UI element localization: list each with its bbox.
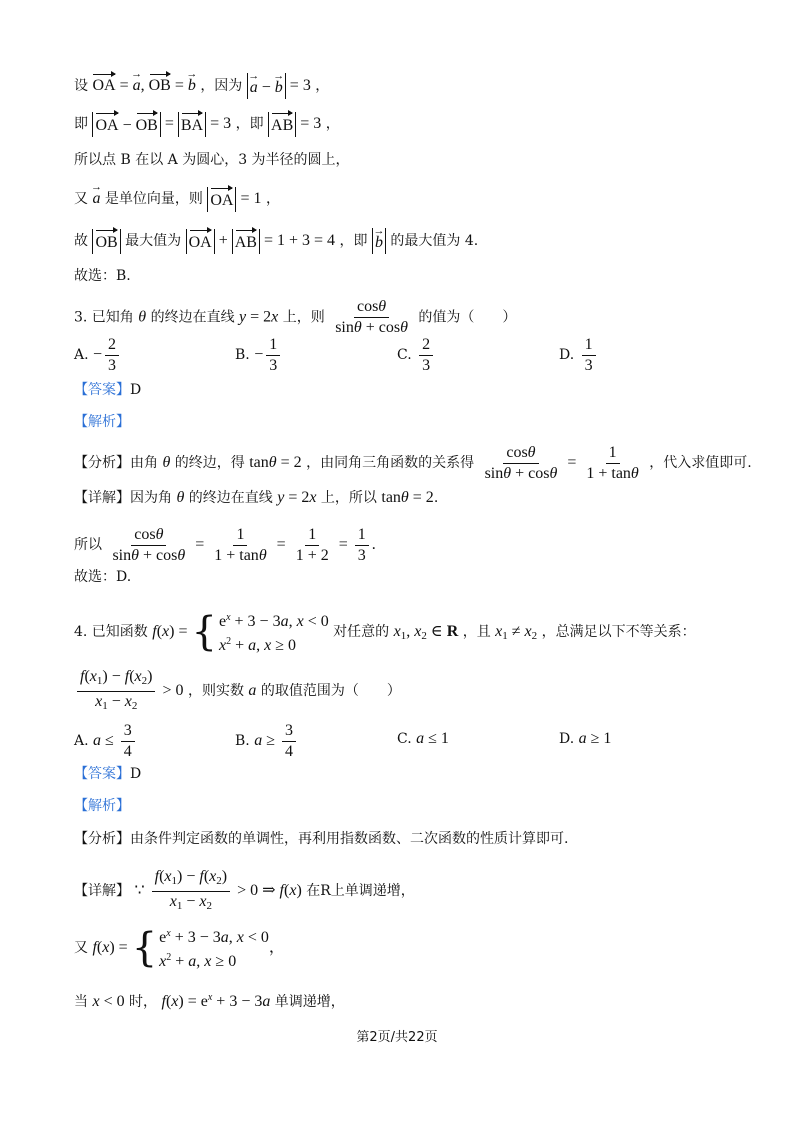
q4-answer: 【答案】D xyxy=(74,766,142,782)
q3-detail: 【详解】因为角 θ 的终边在直线 y = 2x 上，所以 tanθ = 2. xyxy=(74,489,439,506)
q3-option-c[interactable]: C. $\frac{2}{3}$ xyxy=(397,336,436,375)
q4-again: 又 f(x) = { $e^x + 3 - 3a$, x < 0 $x^2 + a$, x ≥ 0 ， xyxy=(74,925,285,971)
q4-detail: 【详解】 ∵ $\frac{f(x_1) - f(x_2)}{x_1 - x_2}$ > 0 ⇒ f(x) 在R上单调递增， xyxy=(74,868,415,912)
line-2: 即 OA − OB = BA = 3 ，即 AB = 3 ， xyxy=(74,112,340,137)
q4-option-c[interactable]: C. a ≤ 1 xyxy=(397,730,449,747)
q4-fenxi: 【分析】由条件判定函数的单调性，再利用指数函数、二次函数的性质计算即可. xyxy=(74,831,569,847)
q3-detail-calc: 所以 $\frac{\cos\theta}{\sin\theta + \cos\theta}$ = $\frac{1}{1 + \tan\theta}$ = $\frac{1}{1 + 2}$ = $\frac{1}{3}$ . xyxy=(74,526,376,564)
line-1: 设 OA = → a, OB = → b ，因为 → a − → b = 3 ， xyxy=(74,72,329,99)
q3-analysis-tag: 【解析】 xyxy=(74,414,130,430)
q4-option-d[interactable]: D. a ≥ 1 xyxy=(559,730,612,747)
line-6: 故选：B. xyxy=(74,268,131,284)
q4-inequality: $\frac{f(x_1) - f(x_2)}{x_1 - x_2}$ > 0 ，则实数 a 的取值范围为（ ） xyxy=(74,668,401,715)
page-footer: 第2页/共22页 xyxy=(356,1030,438,1045)
q3-option-a[interactable]: A. − $\frac{2}{3}$ xyxy=(74,336,122,375)
q4-analysis-tag: 【解析】 xyxy=(74,798,130,814)
q3-option-d[interactable]: D. $\frac{1}{3}$ xyxy=(559,336,599,375)
q4-option-a[interactable]: A. a ≤ $\frac{3}{4}$ xyxy=(74,722,138,761)
line-3: 所以点 B 在以 A 为圆心，3 为半径的圆上， xyxy=(74,152,350,168)
q3-fenxi: 【分析】由角 θ 的终边，得 tanθ = 2 ，由同角三角函数的关系得 $\frac{\cos\theta}{\sin\theta + \cos\theta}$ = $\frac{1}{1 + \tan\theta}$ ，代入求值即可. xyxy=(74,444,752,482)
q4-stem: 4. 已知函数 f(x) = { $e^x + 3 - 3a$, x < 0 $x^2 + a$, x ≥ 0 对任意的 $x_1$, $x_2$ ∈ R ，且 $x_1 \ne x_2$ ，总满足以下不等关系： xyxy=(74,609,696,655)
q3-choose: 故选：D. xyxy=(74,569,132,585)
q3-answer: 【答案】D xyxy=(74,382,142,398)
line-5: 故 OB 最大值为 OA + AB = 1 + 3 = 4 ，即 → b 的最大值为 4. xyxy=(74,228,478,254)
q3-stem: 3. 已知角 θ 的终边在直线 y = 2x 上，则 $\frac{\cos\theta}{\sin\theta + \cos\theta}$ 的值为（ ） xyxy=(74,298,517,336)
line-4: 又 → a 是单位向量，则 OA = 1 ， xyxy=(74,185,280,212)
q4-when: 当 x < 0 时， $f(x) = e^x + 3 - 3a$ 单调递增， xyxy=(74,992,345,1010)
q3-option-b[interactable]: B. − $\frac{1}{3}$ xyxy=(235,336,283,375)
q4-option-b[interactable]: B. a ≥ $\frac{3}{4}$ xyxy=(235,722,299,761)
